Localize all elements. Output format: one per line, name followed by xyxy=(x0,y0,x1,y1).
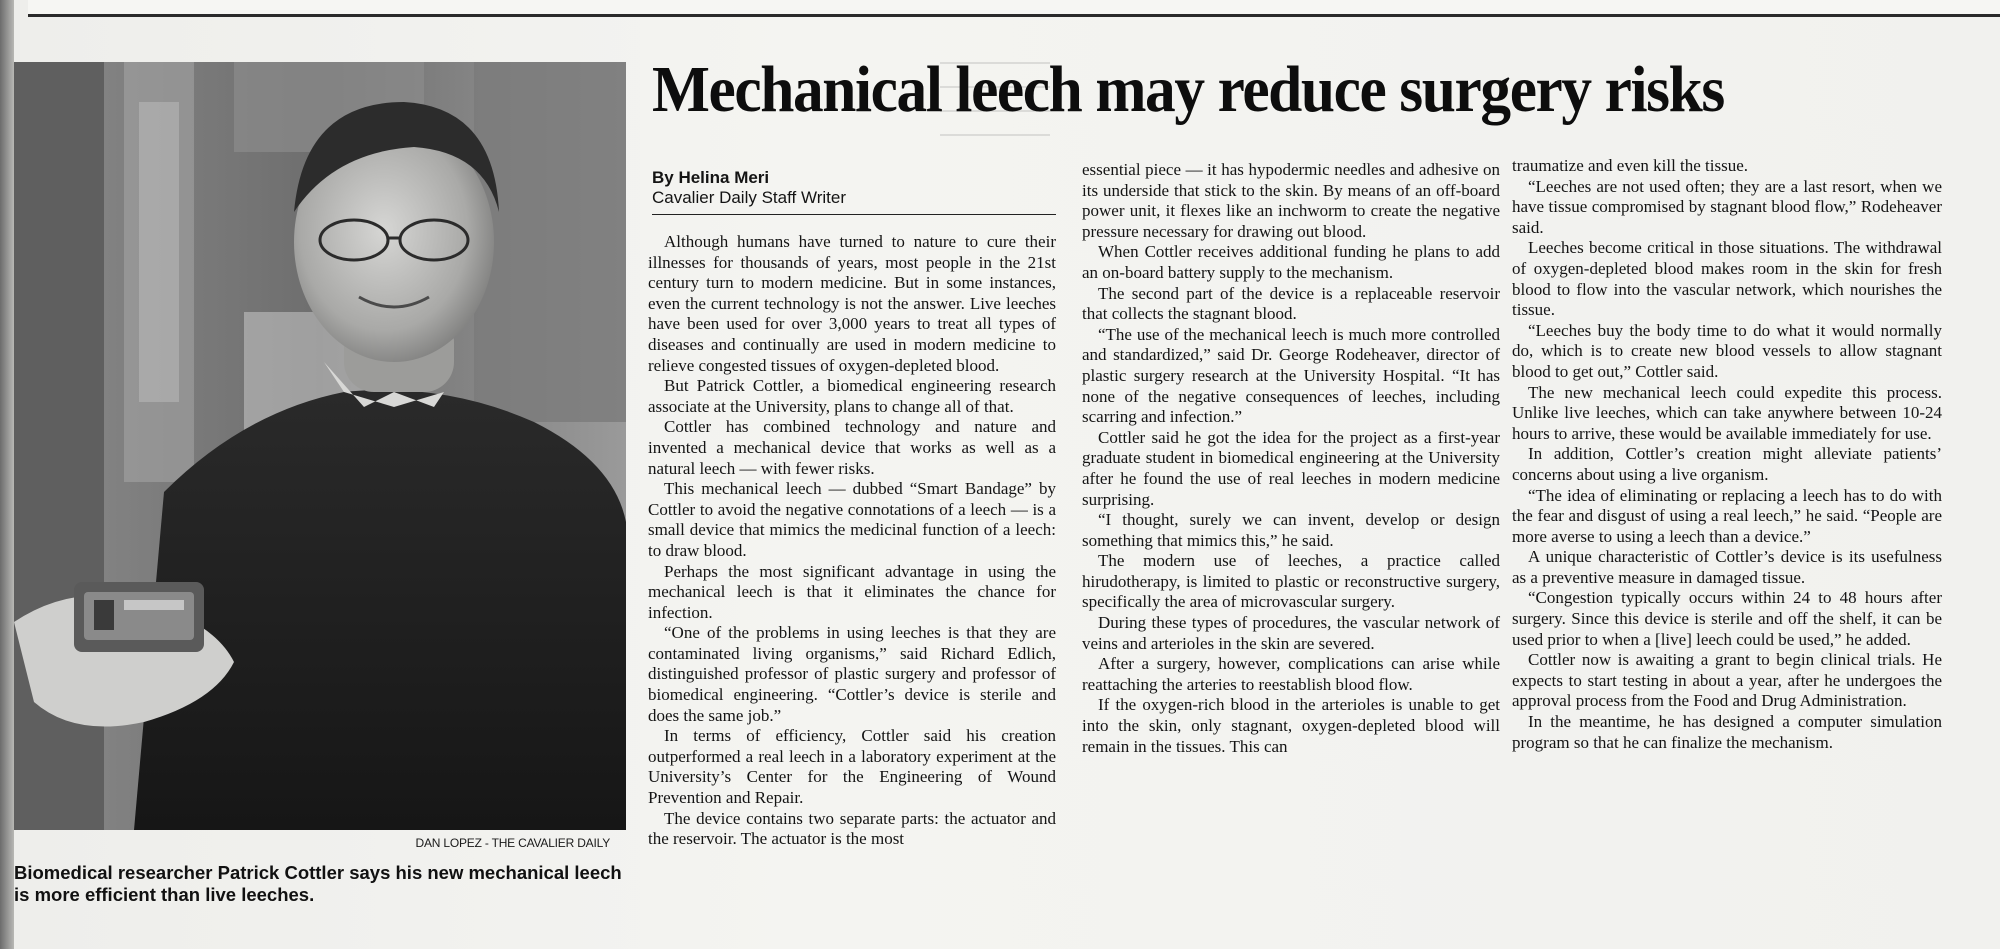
paragraph: The new mechanical leech could expedite this process. Unlike live leeches, which can take anywhere between 10-24 hours to arrive, these would be available immediately for use. xyxy=(1512,382,1942,443)
paragraph: essential piece — it has hypodermic needles and adhesive on its underside that stick to the skin. By means of an off-board power unit, it flexes like an inchworm to create the negative pressure necessary for drawing out blood. xyxy=(1082,160,1500,241)
paragraph: The device contains two separate parts: the actuator and the reservoir. The actuator is the most xyxy=(648,808,1056,849)
paragraph: The modern use of leeches, a practice called hirudotherapy, is limited to plastic or reconstructive surgery, specifically the area of microvascular surgery. xyxy=(1082,551,1500,612)
paragraph: This mechanical leech — dubbed “Smart Bandage” by Cottler to avoid the negative connotations of a leech — is a small device that mimics the medicinal function of a leech: to draw blood. xyxy=(648,479,1056,560)
paragraph: “One of the problems in using leeches is that they are contaminated living organisms,” said Richard Edlich, distinguished professor of plastic surgery and professor of biomedical engineering. “Cottler’s device is sterile and does the same job.” xyxy=(648,623,1056,725)
paragraph: In the meantime, he has designed a computer simulation program so that he can finalize the mechanism. xyxy=(1512,712,1942,752)
paragraph: “Leeches are not used often; they are a last resort, when we have tissue compromised by stagnant blood flow,” Rodeheaver said. xyxy=(1512,176,1942,237)
paragraph: But Patrick Cottler, a biomedical engineering research associate at the University, plans to change all of that. xyxy=(648,376,1056,416)
portrait-photo-illustration xyxy=(14,62,626,830)
paragraph: The second part of the device is a replaceable reservoir that collects the stagnant blood. xyxy=(1082,283,1500,324)
paragraph: During these types of procedures, the vascular network of veins and arterioles in the skin are severed. xyxy=(1082,613,1500,653)
paragraph: traumatize and even kill the tissue. xyxy=(1512,156,1749,175)
paragraph: “The use of the mechanical leech is much more controlled and standardized,” said Dr. George Rodeheaver, director of plastic surgery research at the University Hospital. “It has none of the negative consequences of leeches, including scarring and infection.” xyxy=(1082,324,1500,427)
headline: Mechanical leech may reduce surgery risks xyxy=(652,53,1724,126)
article-photo xyxy=(14,62,626,830)
photo-caption: Biomedical researcher Patrick Cottler says his new mechanical leech is more efficient than live leeches. xyxy=(14,862,622,905)
paragraph: Although humans have turned to nature to cure their illnesses for thousands of years, most people in the 21st century turn to modern medicine. But in some instances, even the current technology is not the answer. Live leeches have been used for over 3,000 years to treat all types of diseases and continually are used in modern medicine to relieve congested tissues of oxygen-depleted blood. xyxy=(648,232,1056,375)
paragraph: Cottler has combined technology and nature and invented a mechanical device that works as well as a natural leech — with fewer risks. xyxy=(648,417,1056,478)
paragraph: “I thought, surely we can invent, develop or design something that mimics this,” he said. xyxy=(1082,510,1500,550)
byline-title: Cavalier Daily Staff Writer xyxy=(652,188,846,207)
paragraph: Cottler now is awaiting a grant to begin clinical trials. He expects to start testing in about a year, after he undergoes the approval process from the Food and Drug Administration. xyxy=(1512,650,1942,711)
paragraph: If the oxygen-rich blood in the arterioles is unable to get into the skin, only stagnant, oxygen-depleted blood will remain in the tissues. This can xyxy=(1082,695,1500,756)
paragraph: “Leeches buy the body time to do what it would normally do, which is to create new blood vessels to allow stagnant blood to get out,” Cottler said. xyxy=(1512,320,1942,381)
paragraph: Cottler said he got the idea for the project as a first-year graduate student in biomedical engineering at the University after he found the use of real leeches in modern medicine surprising. xyxy=(1082,427,1500,509)
paragraph: “Congestion typically occurs within 24 to 48 hours after surgery. Since this device is sterile and off the shelf, it can be used prior to when a [live] leech could be used,” he added. xyxy=(1512,588,1942,649)
article-column-1 xyxy=(648,232,1056,850)
paragraph: Perhaps the most significant advantage in using the mechanical leech is that it eliminates the chance for infection. xyxy=(648,561,1056,622)
paragraph: In terms of efficiency, Cottler said his creation outperformed a real leech in a laboratory experiment at the University’s Center for the Engineering of Wound Prevention and Repair. xyxy=(648,726,1056,808)
article-column-3 xyxy=(1512,156,1942,753)
paragraph: A unique characteristic of Cottler’s device is its usefulness as a preventive measure in damaged tissue. xyxy=(1512,547,1942,587)
paragraph: After a surgery, however, complications can arise while reattaching the arteries to reestablish blood flow. xyxy=(1082,654,1500,694)
byline-rule xyxy=(652,214,1056,215)
byline-author: By Helina Meri xyxy=(652,168,770,187)
article-column-2 xyxy=(1082,160,1500,757)
byline xyxy=(652,168,1062,215)
paragraph: “The idea of eliminating or replacing a leech has to do with the fear and disgust of using a real leech,” he said. “People are more averse to using a leech than a device.” xyxy=(1512,485,1942,546)
photo-credit: DAN LOPEZ - THE CAVALIER DAILY xyxy=(415,836,610,850)
paragraph: Leeches become critical in those situations. The withdrawal of oxygen-depleted blood makes room in the skin for fresh blood to flow into the vascular network, which nourishes the tissue. xyxy=(1512,238,1942,320)
paragraph: In addition, Cottler’s creation might alleviate patients’ concerns about using a live organism. xyxy=(1512,444,1942,484)
paragraph: When Cottler receives additional funding he plans to add an on-board battery supply to the mechanism. xyxy=(1082,242,1500,282)
page-edge-shadow xyxy=(0,0,14,949)
top-rule xyxy=(28,0,2000,17)
